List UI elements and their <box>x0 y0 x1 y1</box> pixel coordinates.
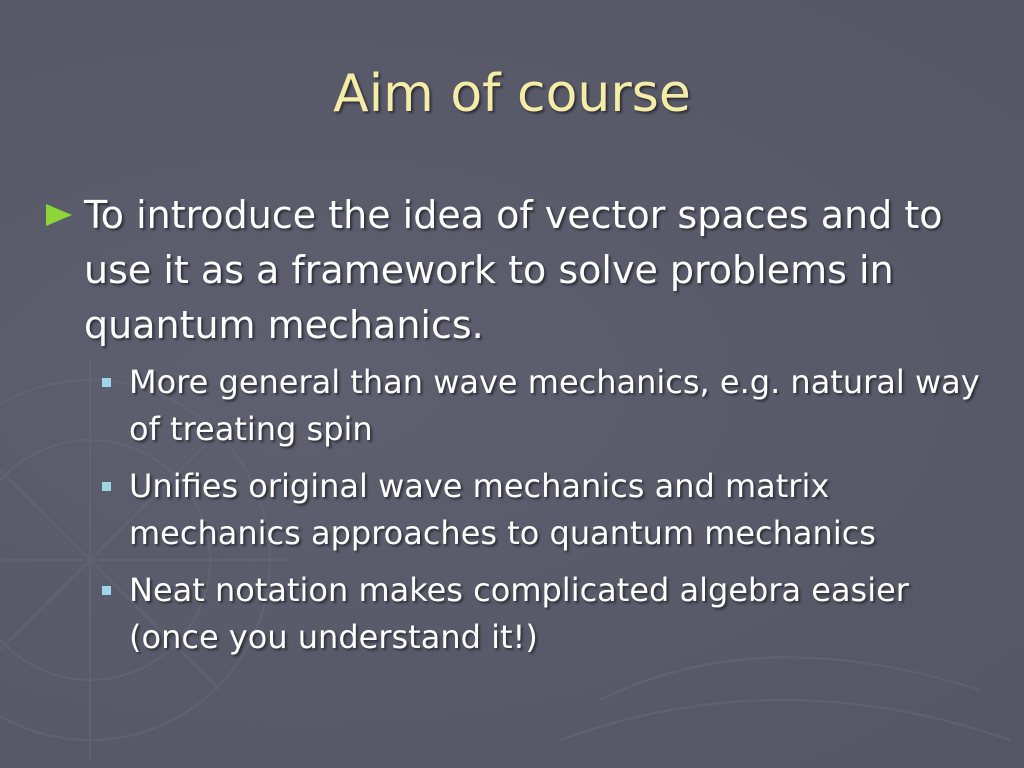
square-bullet-icon <box>102 482 111 491</box>
sub-bullet-item <box>84 463 994 557</box>
sub-bullet-text: Neat notation makes complicated algebra easier (once you understand it!) <box>129 571 909 656</box>
sub-bullet-text: More general than wave mechanics, e.g. natural way of treating spin <box>129 363 980 448</box>
sub-bullet-item <box>84 567 994 661</box>
main-bullet-text: To introduce the idea of vector spaces and to use it as a framework to solve problems in quantum mechanics. <box>84 193 943 347</box>
sub-bullet-item <box>84 359 994 453</box>
main-bullet-item <box>44 188 994 353</box>
sub-bullet-text: Unifies original wave mechanics and matrix mechanics approaches to quantum mechanics <box>129 467 876 552</box>
bullet-content <box>44 188 994 671</box>
square-bullet-icon <box>102 586 111 595</box>
triangle-bullet-icon <box>46 204 72 226</box>
square-bullet-icon <box>102 378 111 387</box>
slide-title: Aim of course <box>333 64 691 124</box>
sub-bullet-list <box>84 359 994 661</box>
